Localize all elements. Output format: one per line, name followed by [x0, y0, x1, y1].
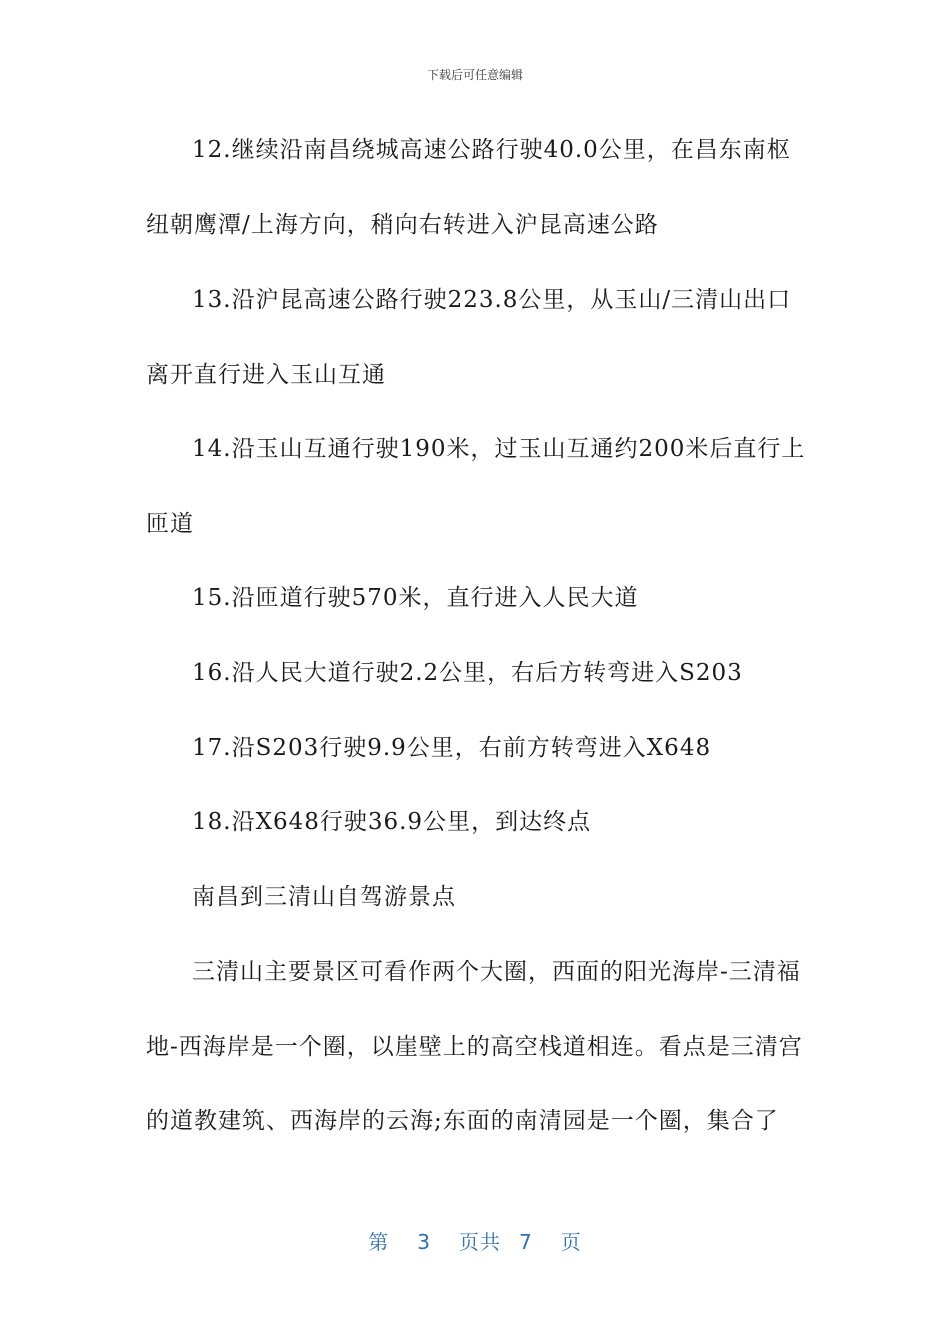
page-header-note: 下载后可任意编辑: [426, 68, 523, 82]
footer-page-number: 3: [417, 1230, 431, 1254]
footer-total-pages: 7: [519, 1230, 533, 1254]
text-line: 14.沿玉山互通行驶190米，过玉山互通约200米后直行上: [192, 436, 806, 462]
text-line: 16.沿人民大道行驶2.2公里，右后方转弯进入S203: [192, 660, 743, 686]
text-line: 地-西海岸是一个圈，以崖壁上的高空栈道相连。看点是三清宫: [146, 1034, 803, 1060]
page-footer: [0, 1226, 950, 1255]
text-line: 12.继续沿南昌绕城高速公路行驶40.0公里，在昌东南枢: [192, 137, 791, 163]
text-line: 15.沿匝道行驶570米，直行进入人民大道: [192, 585, 639, 611]
text-line: 纽朝鹰潭/上海方向，稍向右转进入沪昆高速公路: [146, 212, 659, 238]
section-heading: 南昌到三清山自驾游景点: [192, 884, 456, 910]
text-line: 18.沿X648行驶36.9公里，到达终点: [192, 809, 592, 835]
text-line: 的道教建筑、西海岸的云海;东面的南清园是一个圈，集合了: [146, 1108, 779, 1134]
footer-ye: 页: [560, 1230, 582, 1254]
text-line: 离开直行进入玉山互通: [146, 362, 386, 388]
text-line: 17.沿S203行驶9.9公里，右前方转弯进入X648: [192, 735, 712, 761]
text-line: 匝道: [146, 511, 194, 537]
footer-di: 第: [368, 1230, 390, 1254]
text-line: 13.沿沪昆高速公路行驶223.8公里，从玉山/三清山出口: [192, 287, 792, 313]
text-line: 三清山主要景区可看作两个大圈，西面的阳光海岸-三清福: [192, 959, 801, 985]
footer-ye-gong: 页共: [459, 1230, 501, 1254]
